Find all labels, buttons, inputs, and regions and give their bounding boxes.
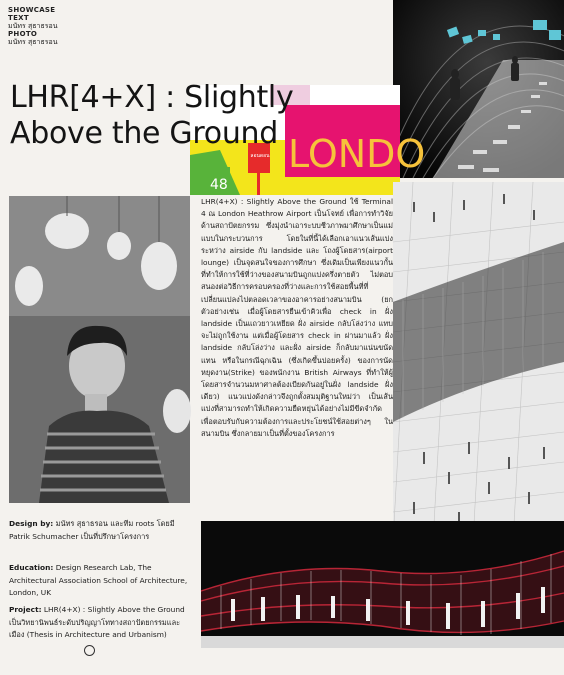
title-line-1: LHR[4+X] : Slightly bbox=[10, 80, 294, 115]
section-label: SHOWCASE bbox=[8, 6, 56, 14]
red-tube-render-image bbox=[201, 521, 564, 648]
credit-project-text: LHR(4+X) : Slightly Above the Ground เป็นวิทยานิพนธ์ระดับปริญญาโททางสถาปัตยกรรมและเมือง (Thesis in Architecture and Urbanism) bbox=[9, 605, 185, 639]
credit-design bbox=[9, 518, 194, 543]
credit-education bbox=[9, 562, 194, 600]
article-title bbox=[10, 80, 310, 152]
section-header bbox=[8, 6, 208, 46]
text-credit-label: TEXT bbox=[8, 14, 29, 22]
article-body-text: LHR(4+X) : Slightly Above the Ground ใช้ Terminal 4 ณ London Heathrow Airport เป็นโจทย์ เพื่อการทำวิจัยด้านสถาปัตยกรรม ซึ่งมุ่งนำเอาระบบชีวภาพมาศึกษาเป็นแม่แบบในกระบวนการ โดยในที่นี้ได้เลือกเอาแนวเส้นแบ่งระหว่าง airside กับ landside และ โถงผู้โดยสาร(airport lounge) เป็นจุดสนใจของการศึกษา ซึ่งเดิมเป็นเพียงแนวกั้นที่ทำให้การใช้ที่ว่างของสนามบินถูกแบ่งครึ่งตายตัว ไม่ตอบสนองต่อวิธีการครอบครองที่ว่างและการใช้สอยพื้นที่ที่เปลี่ยนแปลงไปตลอดเวลาของอาคารอย่างสนามบิน (ยกตัวอย่างเช่น เมื่อผู้โดยสารยืนเข้าคิวเพื่อ check in ฝั่ง landside เป็นแถวยาวเหยียด ฝั่ง airside กลับโล่งว่าง แทบจะไม่ถูกใช้งาน แต่เมื่อผู้โดยสาร check in ผ่านมาแล้ว ฝั่ง landside กลับโล่งว่าง และฝั่ง airside ก็กลับมาแน่นขนัดแทน หรือในกรณีฉุกเฉิน (ซึ่งเกิดขึ้นบ่อยครั้ง) ของการนัดหยุดงาน(Strike) ของพนักงาน British Airways ที่ทำให้ผู้โดยสารจำนวนมหาศาลต้องเบียดกันอยู่ในฝั่ง landside ฝั่งเดียว) แนวแบ่งดังกล่าวจึงถูกตั้งสมมุติฐานใหม่ว่า เป็นเส้นแบ่งที่สามารถทำให้เกิดความยืดหยุ่นได้อย่างไม่มีขีดจำกัด เพื่อตอบรับกับความต้องการและประโยชน์ใช้สอยต่างๆ ในสนามบิน ซึ่งกลายมาเป็นที่ตั้งของโครงการ bbox=[201, 197, 393, 438]
designer-portrait-photo bbox=[9, 196, 190, 503]
page-marker-circle bbox=[84, 645, 95, 656]
credit-project bbox=[9, 604, 194, 642]
credit-design-label: Design by: bbox=[9, 519, 54, 528]
credit-education-label: Education: bbox=[9, 563, 54, 572]
credit-project-label: Project: bbox=[9, 605, 42, 614]
credit-education-text: Design Research Lab, The Architectural Association School of Architecture, London, UK bbox=[9, 563, 188, 597]
photo-credit-name: มนัทร สุธาธรอน bbox=[8, 38, 58, 46]
title-line-2: Above the Ground bbox=[10, 116, 278, 151]
photo-credit-label: PHOTO bbox=[8, 30, 38, 38]
text-credit-name: มนัทร สุธาธรอน bbox=[8, 22, 58, 30]
banner-word: LONDO bbox=[288, 132, 426, 176]
banner-sign-text: ลอนดอน bbox=[250, 153, 270, 159]
credit-design-text: มนัทร สุธาธรอน และทีม roots โดยมี Patrik Schumacher เป็นที่ปรึกษาโครงการ bbox=[9, 519, 175, 541]
banner-number: 48 bbox=[210, 177, 228, 193]
terminal-plan-render-image bbox=[393, 182, 564, 542]
